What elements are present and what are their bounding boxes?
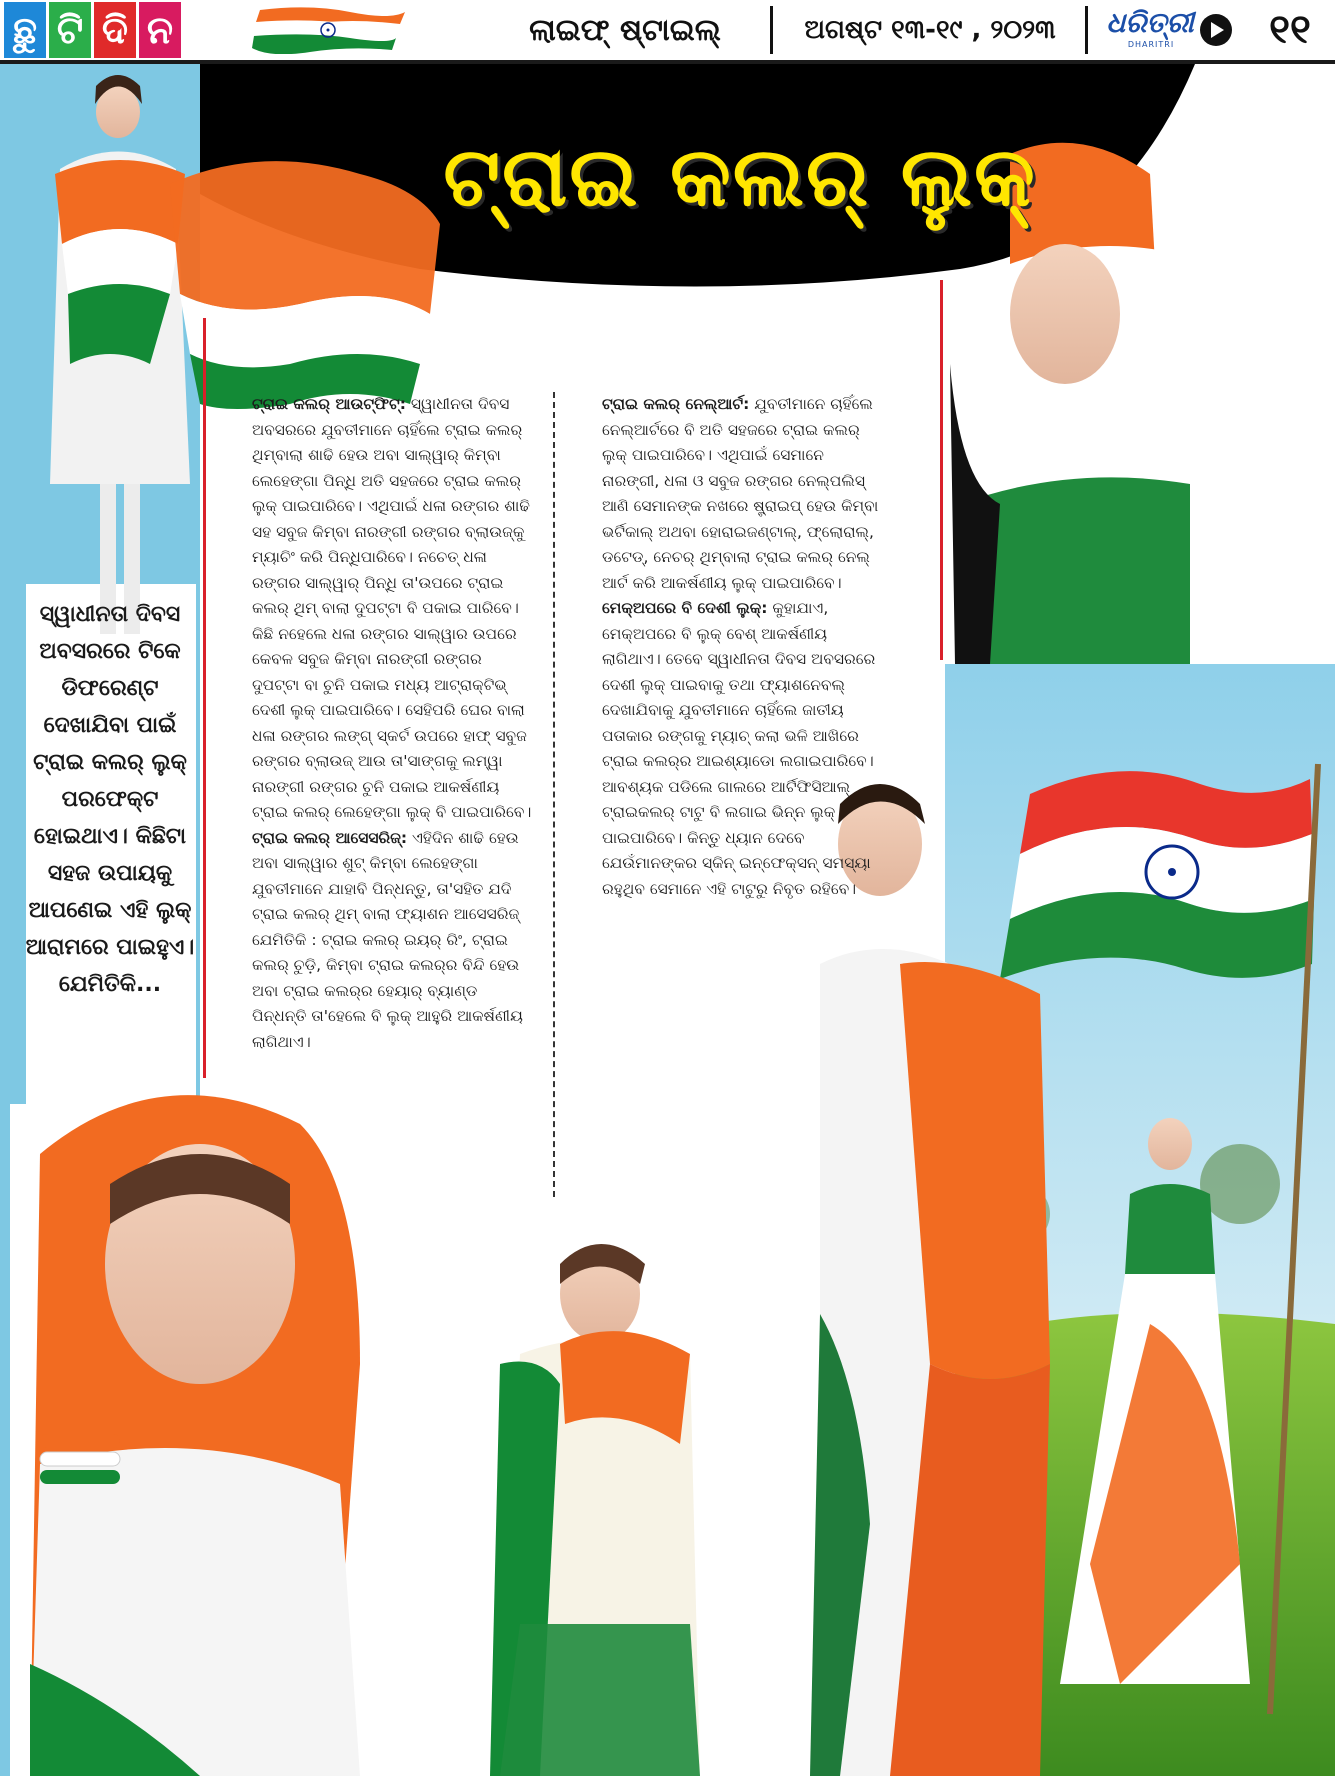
left-red-rule bbox=[203, 318, 206, 1078]
subhead-makeup: ମେକ୍‌ଅପରେ ବି ଦେଶୀ ଲୁକ୍: bbox=[602, 599, 768, 617]
body-nailart: ଯୁବତୀମାନେ ଚାହିଁଲେ ନେଲ୍‌ଆର୍ଟରେ ବି ଅତି ସହଜରେ ଟ୍ରାଇ କଲର୍ ଲୁକ୍ ପାଇପାରିବେ। ଏଥିପାଇଁ ସେମାନେ ନାରଙ୍ଗୀ, ଧଳା ଓ ସବୁଜ ରଙ୍ଗର ନେଲ୍‌ପଲିସ୍ ଆଣି ସେମାନଙ୍କ ନଖରେ ଷ୍ଟ୍ରାଇପ୍ ହେଉ କିମ୍ବା ଭର୍ଟିକାଲ୍ ଅଥବା ହୋରାଇଜଣ୍ଟାଲ୍, ଫ୍ଲୋରାଲ୍, ଡଟେଡ୍, ନେଚର୍ ଥିମ୍‌ବାଲା ଟ୍ରାଇ କଲର୍ ନେଲ୍ ଆର୍ଟ କରି ଆକର୍ଷଣୀୟ ଲୁକ୍ ପାଇପାରିବେ। bbox=[602, 395, 879, 592]
brand-letter-1 bbox=[4, 2, 46, 58]
paragraph-makeup bbox=[602, 596, 880, 902]
brand-letter-4 bbox=[139, 2, 181, 58]
page-number: ୧୧ bbox=[1269, 7, 1311, 53]
header-divider bbox=[1085, 6, 1088, 54]
subhead-outfit: ଟ୍ରାଇ କଲର୍ ଆଉଟ୍‌ଫିଟ୍: bbox=[252, 395, 406, 413]
subhead-accessories: ଟ୍ରାଇ କଲର୍ ଆସେସରିଜ୍: bbox=[252, 828, 408, 847]
header-divider bbox=[770, 6, 773, 54]
page-title: ଟ୍ରାଇ କଲର୍ ଲୁକ୍ bbox=[443, 130, 1037, 225]
page-artwork bbox=[0, 64, 1335, 1776]
brand-letter-3 bbox=[94, 2, 136, 58]
brand-letter-text: ନ bbox=[146, 8, 174, 52]
paragraph-accessories bbox=[252, 826, 532, 1056]
brand-letter-text: ଟି bbox=[56, 8, 84, 52]
column-divider bbox=[553, 392, 555, 1197]
paragraph-nailart bbox=[602, 392, 880, 596]
right-red-rule bbox=[940, 280, 943, 660]
article-column-2 bbox=[602, 392, 880, 902]
article-column-1 bbox=[252, 392, 532, 1055]
brand-letter-2 bbox=[49, 2, 91, 58]
issue-date: ଅଗଷ୍ଟ ୧୩-୧୯ , ୨୦୨୩ bbox=[804, 14, 1056, 45]
paragraph-outfit bbox=[252, 392, 532, 826]
body-outfit: ସ୍ୱାଧୀନତା ଦିବସ ଅବସରରେ ଯୁବତୀମାନେ ଚାହିଁଲେ ଟ୍ରାଇ କଲର୍ ଥିମ୍‌ବାଲା ଶାଢି ହେଉ ଅବା ସାଲ୍ୱାର୍ କିମ୍ବା ଲେହେଙ୍ଗା ପିନ୍ଧି ଅତି ସହଜରେ ଟ୍ରାଇ କଲର୍ ଲୁକ୍ ପାଇପାରିବେ। ଏଥିପାଇଁ ଧଳା ରଙ୍ଗର ଶାଢି ସହ ସବୁଜ କିମ୍ବା ନାରଙ୍ଗୀ ରଙ୍ଗର ବ୍ଲାଉଜ୍‌କୁ ମ୍ୟାଚିଂ କରି ପିନ୍ଧିପାରିବେ। ନଚେତ୍ ଧଳା ରଙ୍ଗର ସାଲ୍ୱାର୍ ପିନ୍ଧି ତା'ଉପରେ ଟ୍ରାଇ କଲର୍ ଥିମ୍ ବାଲା ଦୁପଟ୍ଟା ବି ପକାଇ ପାରିବେ। କିଛି ନହେଲେ ଧଳା ରଙ୍ଗର ସାଲ୍ୱାର ଉପରେ କେବଳ ସବୁଜ କିମ୍ବା ନାରଙ୍ଗୀ ରଙ୍ଗର ଦୁପଟ୍ଟା ବା ଚୁନି ପକାଇ ମଧ୍ୟ ଆଟ୍ରାକ୍ଟିଭ୍ ଦେଶୀ ଲୁକ୍ ପାଇପାରିବେ। ସେହିପରି ଘେର ବାଲା ଧଳା ରଙ୍ଗର ଲଙ୍ଗ୍ ସ୍କର୍ଟ ଉପରେ ହାଫ୍ ସବୁଜ ରଙ୍ଗର ବ୍ଲାଉଜ୍ ଆଉ ତା'ସାଙ୍ଗକୁ ଲମ୍ୱା ନାରଙ୍ଗୀ ରଙ୍ଗର ଚୁନି ପକାଇ ଆକର୍ଷଣୀୟ ଟ୍ରାଇ କଲର୍ ଲେହେଙ୍ଗା ଲୁକ୍ ବି ପାଇପାରିବେ। bbox=[252, 395, 532, 821]
body-accessories: ଏହିଦିନ ଶାଢି ହେଉ ଅବା ସାଲ୍ୱାର ଶୁଟ୍ କିମ୍ବା ଲେହେଙ୍ଗା ଯୁବତୀମାନେ ଯାହାବି ପିନ୍ଧନ୍ତୁ, ତା'ସହିତ ଯଦି ଟ୍ରାଇ କଲର୍ ଥିମ୍ ବାଲା ଫ୍ୟାଶନ ଆସେସରିଜ୍ ଯେମିତିକି : ଟ୍ରାଇ କଲର୍ ଇୟର୍ ରିଂ, ଟ୍ରାଇ କଲର୍ ଚୁଡ଼ି, କିମ୍ବା ଟ୍ରାଇ କଲର୍‌ର ବିନ୍ଦି ହେଉ ଅବା ଟ୍ରାଇ କଲର୍‌ର ହେୟାର୍ ବ୍ୟାଣ୍ଡ ପିନ୍ଧନ୍ତି ତା'ହେଲେ ବି ଲୁକ୍ ଆହୁରି ଆକର୍ଷଣୀୟ ଲାଗିଥାଏ। bbox=[252, 828, 523, 1051]
newspaper-logo: ଧରିତ୍ରୀ bbox=[1106, 6, 1194, 39]
subhead-nailart: ଟ୍ରାଇ କଲର୍ ନେଲ୍‌ଆର୍ଟ: bbox=[602, 395, 750, 413]
play-icon-triangle bbox=[1211, 22, 1224, 38]
sidebar-intro: ସ୍ୱାଧୀନତା ଦିବସ ଅବସରରେ ଟିକେ ଡିଫରେଣ୍ଟ ଦେଖାଯିବା ପାଇଁ ଟ୍ରାଇ କଲର୍ ଲୁକ୍ ପରଫେକ୍ଟ ହୋଇଥାଏ। କିଛିଟା ସହଜ ଉପାୟକୁ ଆପଣେଇ ଏହି ଲୁକ୍ ଆରାମରେ ପାଇହୁଏ। ଯେମିତିକି... bbox=[25, 602, 195, 997]
model-saluting-image bbox=[490, 1244, 700, 1776]
body-makeup: କୁହାଯାଏ, ମେକ୍‌ଅପରେ ବି ଲୁକ୍ ବେଶ୍ ଆକର୍ଷଣୀୟ ଲାଗିଥାଏ। ତେବେ ସ୍ୱାଧୀନତା ଦିବସ ଅବସରରେ ଦେଶୀ ଲୁକ୍ ପାଇବାକୁ ତଥା ଫ୍ୟାଶନେବଲ୍ ଦେଖାଯିବାକୁ ଯୁବତୀମାନେ ଚାହିଁଲେ ଜାତୀୟ ପତାକାର ରଙ୍ଗକୁ ମ୍ୟାଚ୍ କଲା ଭଳି ଆଖିରେ ଟ୍ରାଇ କଲର୍‌ର ଆଇଶ୍ୟାଡୋ ଲଗାଇପାରିବେ। ଆବଶ୍ୟକ ପଡିଲେ ଗାଲରେ ଆର୍ଟିଫିସିଆଲ୍ ଟ୍ରାଇକଲର୍ ଟାଟୁ ବି ଲଗାଇ ଭିନ୍ନ ଲୁକ୍ ପାଇପାରିବେ। କିନ୍ତୁ ଧ୍ୟାନ ଦେବେ ଯେଉଁମାନଙ୍କର ସ୍କିନ୍ ଇନ୍‌ଫେକ୍‌ସନ୍ ସମସ୍ୟା ରହୁଥିବ ସେମାନେ ଏହି ଟାଟୁରୁ ନିବୃତ ରହିବେ। bbox=[602, 599, 876, 898]
brand-letter-text: ଛୁ bbox=[12, 8, 38, 52]
newspaper-logo-sub: DHARITRI bbox=[1127, 40, 1175, 49]
section-title: ଲାଇଫ୍ ଷ୍ଟାଇଲ୍ bbox=[529, 12, 721, 48]
header-flag-icon bbox=[250, 6, 410, 54]
model-orange-scarf-image bbox=[30, 1095, 360, 1776]
brand-letter-text: ଦି bbox=[101, 8, 129, 52]
